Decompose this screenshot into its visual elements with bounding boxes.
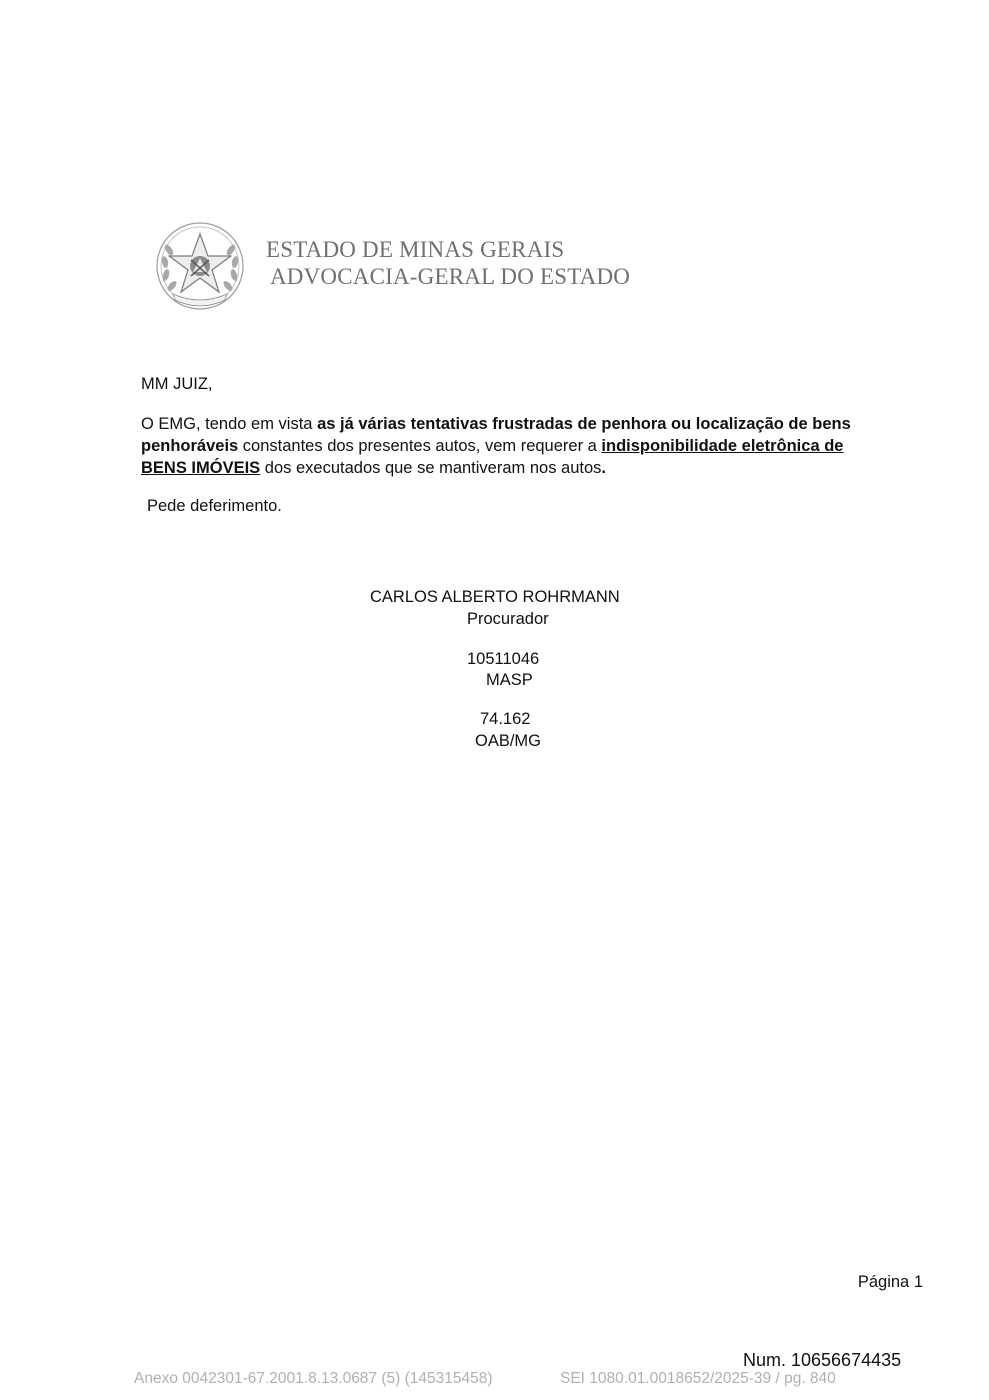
para-period: . [601,459,606,477]
para-text-2: constantes dos presentes autos, vem requerer a [238,437,602,455]
page-number: Página 1 [857,1273,923,1291]
salutation: MM JUIZ, [141,375,213,393]
closing-request: Pede deferimento. [147,497,282,515]
masp-label: MASP [486,671,533,689]
letterhead-state: ESTADO DE MINAS GERAIS [266,237,565,262]
document-number: Num. 10656674435 [743,1350,902,1370]
state-seal-logo [155,220,245,312]
para-bold-unavailability: indisponibilidade eletrônica de [601,437,844,455]
oab-label: OAB/MG [475,732,542,750]
para-bold-attempts: as já várias tentativas frustradas de penhora ou localização de bens penhoráveis [141,415,851,455]
para-text-1: O EMG, tendo em vista [141,415,318,433]
letterhead-agency: ADVOCACIA-GERAL DO ESTADO [270,264,631,289]
petition-paragraph [141,413,876,479]
para-bold-real-estate: BENS IMÓVEIS [141,459,261,477]
letterhead [266,236,630,290]
para-text-3: dos executados que se mantiveram nos autos [260,459,602,477]
footer-annex: Anexo 0042301-67.2001.8.13.0687 (5) (145315458) [134,1370,493,1387]
footer-sei-reference: SEI 1080.01.0018652/2025-39 / pg. 840 [560,1370,836,1387]
oab-number: 74.162 [480,710,531,728]
masp-number: 10511046 [467,650,540,668]
signatory-role: Procurador [467,610,549,628]
signatory-name: CARLOS ALBERTO ROHRMANN [370,588,620,606]
